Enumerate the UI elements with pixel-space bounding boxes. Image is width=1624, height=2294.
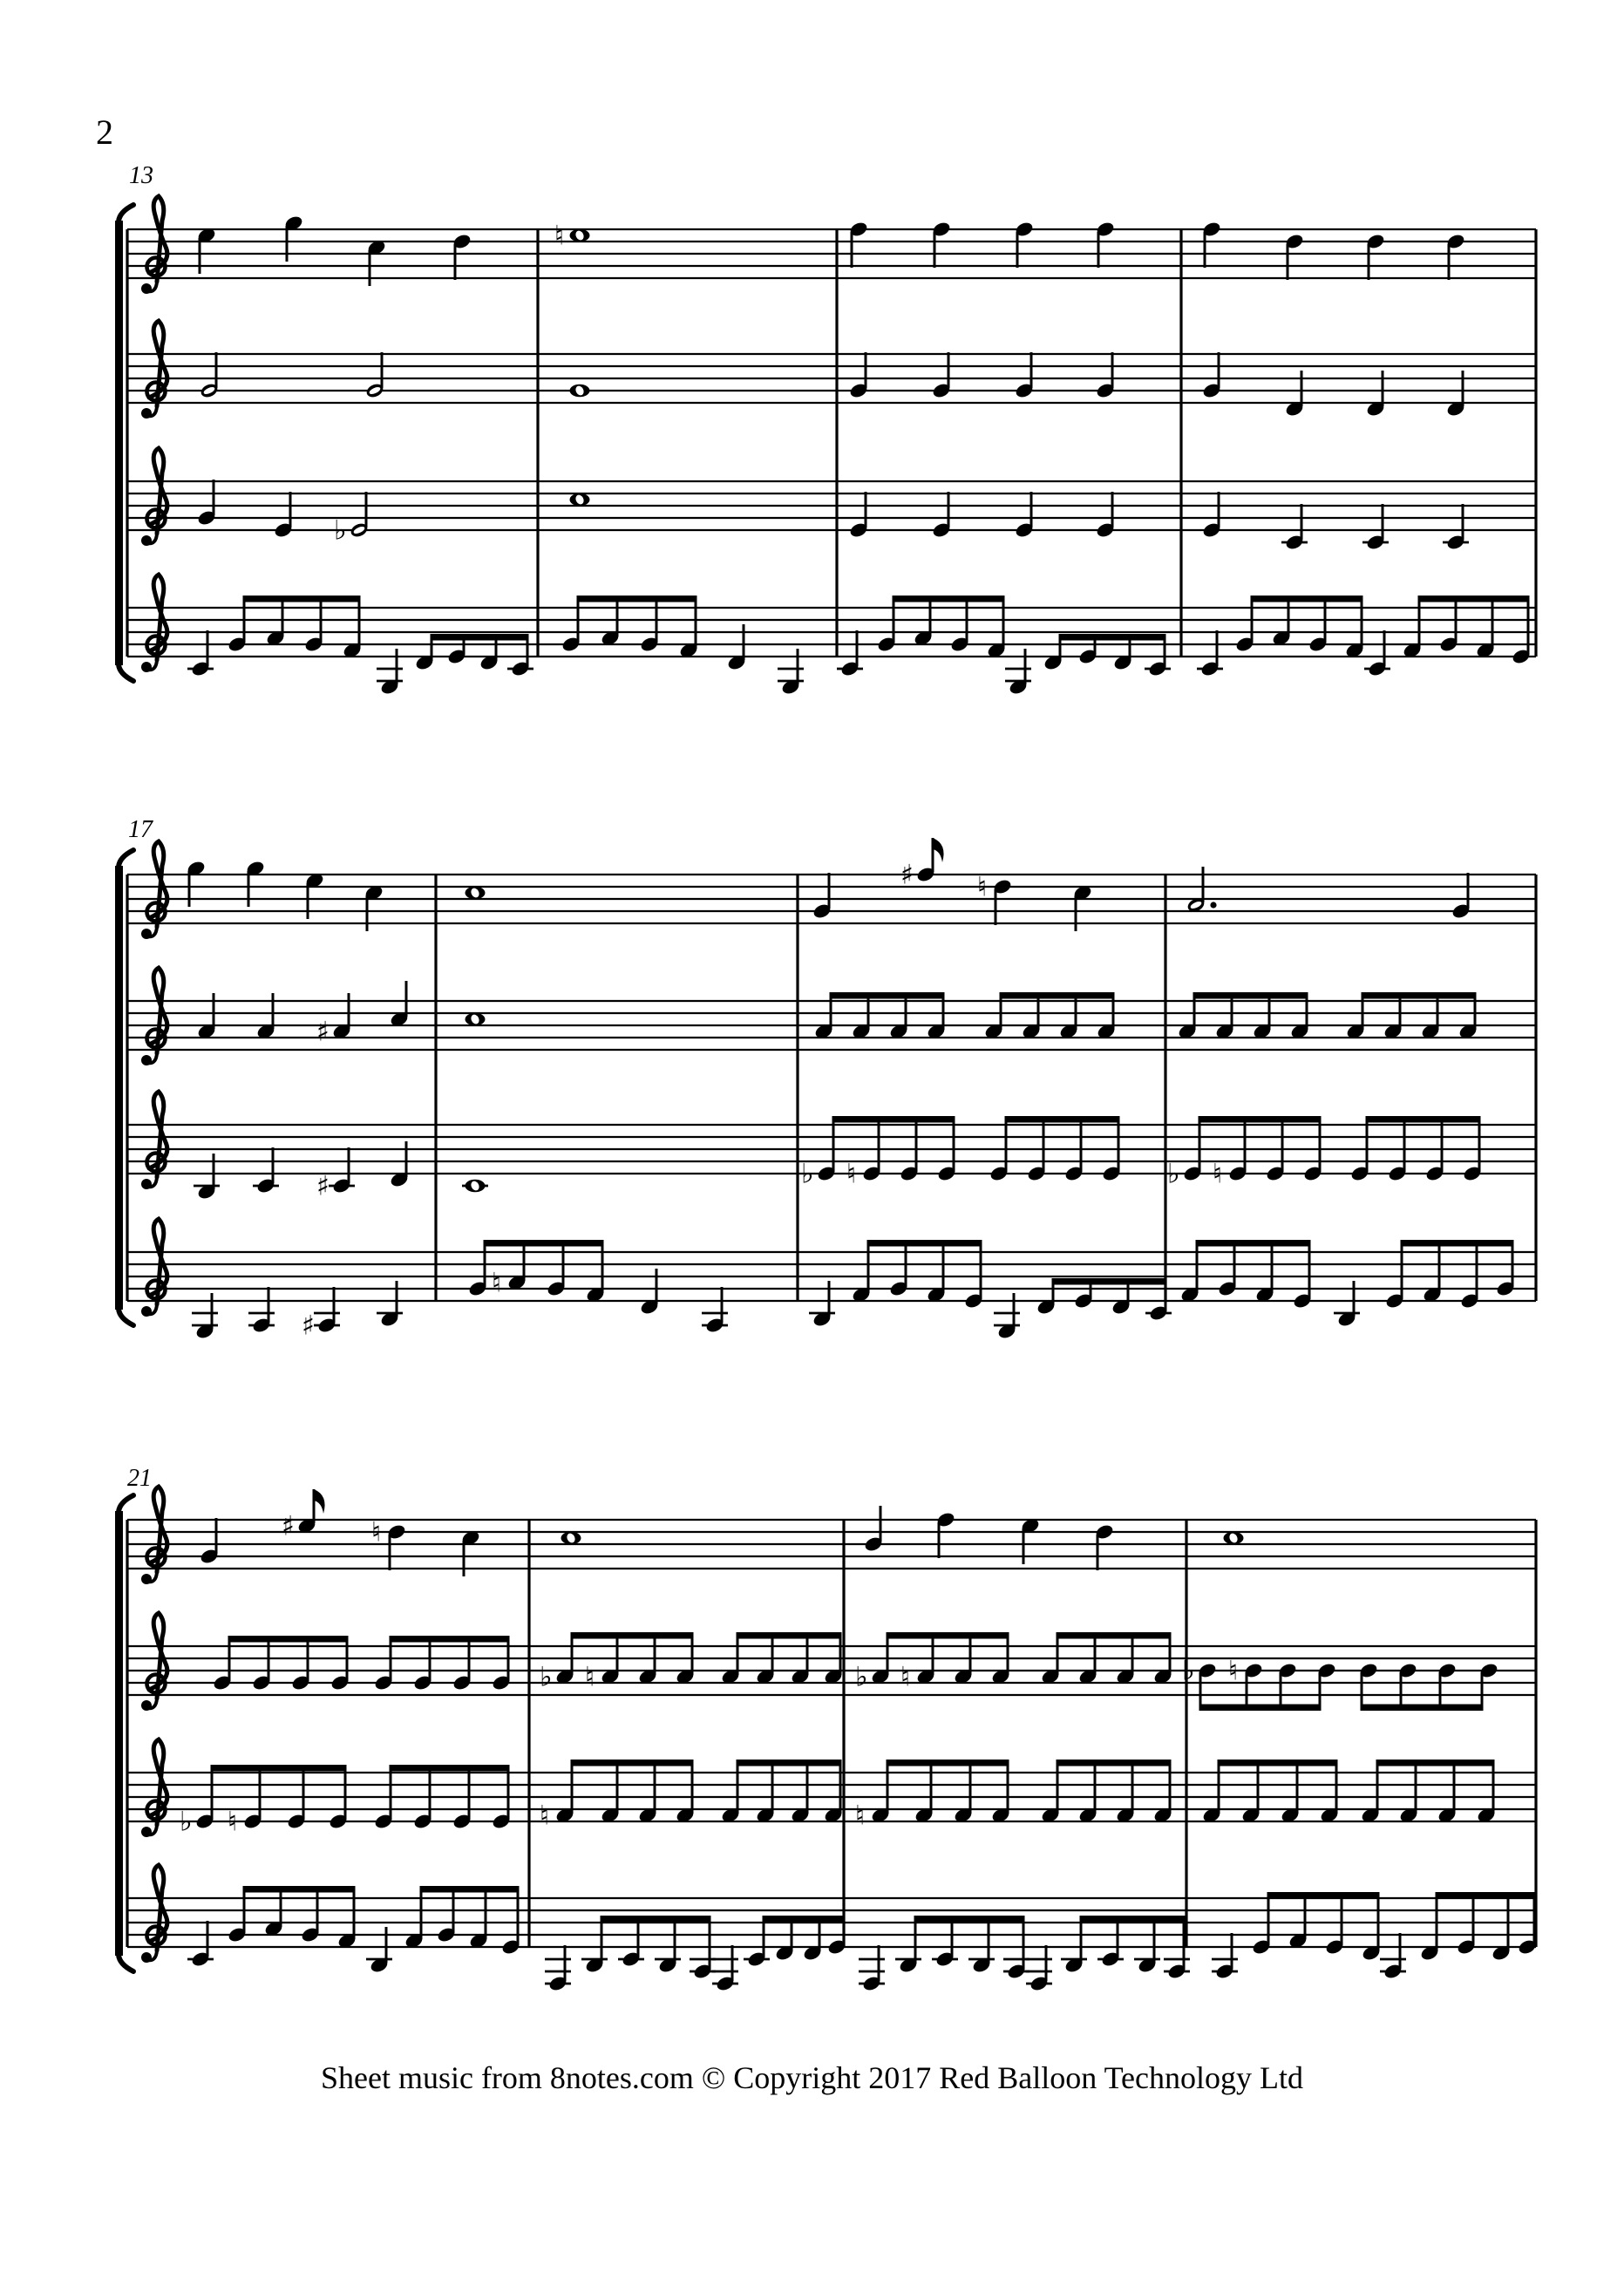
measure-number-13: 13 — [129, 162, 153, 189]
accidental-natural-icon: ♮ — [492, 1267, 502, 1299]
accidental-natural-icon: ♮ — [554, 220, 565, 252]
beam — [390, 1636, 510, 1643]
accidental-natural-icon: ♮ — [540, 1800, 550, 1832]
eighth-flag — [933, 838, 944, 862]
eighth-flag — [314, 1489, 325, 1514]
system-bracket — [119, 205, 133, 221]
beam — [830, 992, 945, 999]
accidental-flat-icon: ♭ — [334, 514, 347, 547]
accidental-sharp-icon: ♯ — [316, 1170, 330, 1202]
system-bracket — [119, 850, 133, 867]
beam — [601, 1916, 711, 1923]
accidental-sharp-icon: ♯ — [316, 1016, 330, 1048]
treble-clef-icon — [141, 1574, 152, 1584]
beam — [1199, 1116, 1322, 1123]
system-bracket — [119, 1495, 133, 1512]
beam — [484, 1240, 604, 1247]
beam — [1436, 1892, 1536, 1899]
beam — [1418, 596, 1530, 602]
accidental-flat-icon: ♭ — [180, 1806, 193, 1838]
beam — [228, 1636, 349, 1643]
system-bracket — [119, 1955, 133, 1971]
beam — [1057, 1760, 1172, 1766]
beam — [1366, 1116, 1481, 1123]
treble-clef-icon — [141, 1700, 152, 1711]
accidental-sharp-icon: ♯ — [900, 859, 914, 891]
treble-clef-icon — [141, 1827, 152, 1837]
accidental-natural-icon: ♮ — [585, 1661, 595, 1693]
beam — [1005, 1116, 1120, 1123]
accidental-flat-icon: ♭ — [540, 1661, 553, 1693]
accidental-natural-icon: ♮ — [371, 1516, 382, 1549]
system-bracket — [119, 664, 133, 681]
treble-clef-icon — [141, 1179, 152, 1189]
beam — [1251, 596, 1363, 602]
accidental-natural-icon: ♮ — [1228, 1655, 1239, 1687]
accidental-sharp-icon: ♯ — [302, 1310, 316, 1342]
accidental-flat-icon: ♭ — [855, 1661, 868, 1693]
beam — [1000, 992, 1115, 999]
footer-credit: Sheet music from 8notes.com © Copyright 2017 Red Balloon Technology Ltd — [320, 2060, 1304, 2095]
beam — [1057, 1632, 1172, 1639]
treble-clef-icon — [141, 1952, 152, 1963]
system-bracket — [115, 1511, 123, 1956]
beam — [571, 1632, 694, 1639]
beam — [1218, 1760, 1338, 1766]
beam — [431, 634, 529, 641]
beam — [243, 596, 361, 602]
accidental-natural-icon: ♮ — [1213, 1158, 1223, 1190]
beam — [887, 1632, 1009, 1639]
beam — [1052, 1278, 1167, 1285]
beam — [243, 1886, 356, 1893]
beam — [893, 596, 1005, 602]
beam — [1059, 634, 1166, 641]
beam — [914, 1916, 1025, 1923]
treble-clef-icon — [141, 1306, 152, 1317]
system-bracket — [119, 1309, 133, 1325]
beam — [832, 1116, 955, 1123]
beam — [571, 1760, 694, 1766]
treble-clef-icon — [141, 929, 152, 939]
beam — [1196, 1240, 1311, 1247]
treble-clef-icon — [141, 1055, 152, 1065]
measure-number-21: 21 — [127, 1465, 152, 1492]
accidental-natural-icon: ♮ — [900, 1661, 911, 1693]
beam — [887, 1760, 1009, 1766]
system-bracket — [115, 866, 123, 1310]
beam — [1362, 992, 1477, 999]
beam — [390, 1765, 510, 1772]
system-bracket — [115, 221, 123, 665]
beam — [763, 1916, 846, 1923]
accidental-flat-icon: ♭ — [1182, 1655, 1195, 1687]
beam — [211, 1765, 347, 1772]
beam — [1376, 1760, 1495, 1766]
accidental-natural-icon: ♮ — [855, 1800, 866, 1832]
beam — [1401, 1240, 1514, 1247]
accidental-natural-icon: ♮ — [977, 871, 988, 903]
augmentation-dot — [1210, 902, 1216, 908]
beam — [737, 1632, 842, 1639]
beam — [577, 596, 697, 602]
measure-number-17: 17 — [128, 816, 153, 843]
beam — [737, 1760, 842, 1766]
accidental-natural-icon: ♮ — [228, 1806, 238, 1838]
accidental-natural-icon: ♮ — [846, 1158, 857, 1190]
page-number: 2 — [96, 112, 113, 152]
beam — [867, 1240, 982, 1247]
beam — [1193, 992, 1308, 999]
treble-clef-icon — [141, 283, 152, 294]
beam — [1267, 1892, 1380, 1899]
treble-clef-icon — [141, 408, 152, 419]
beam — [420, 1886, 520, 1893]
accidental-flat-icon: ♭ — [1167, 1158, 1180, 1190]
accidental-sharp-icon: ♯ — [282, 1510, 296, 1542]
beam — [1199, 1705, 1322, 1712]
accidental-flat-icon: ♭ — [801, 1158, 814, 1190]
treble-clef-icon — [141, 535, 152, 546]
beam — [1080, 1916, 1186, 1923]
treble-clef-icon — [141, 662, 152, 672]
beam — [1361, 1705, 1484, 1712]
